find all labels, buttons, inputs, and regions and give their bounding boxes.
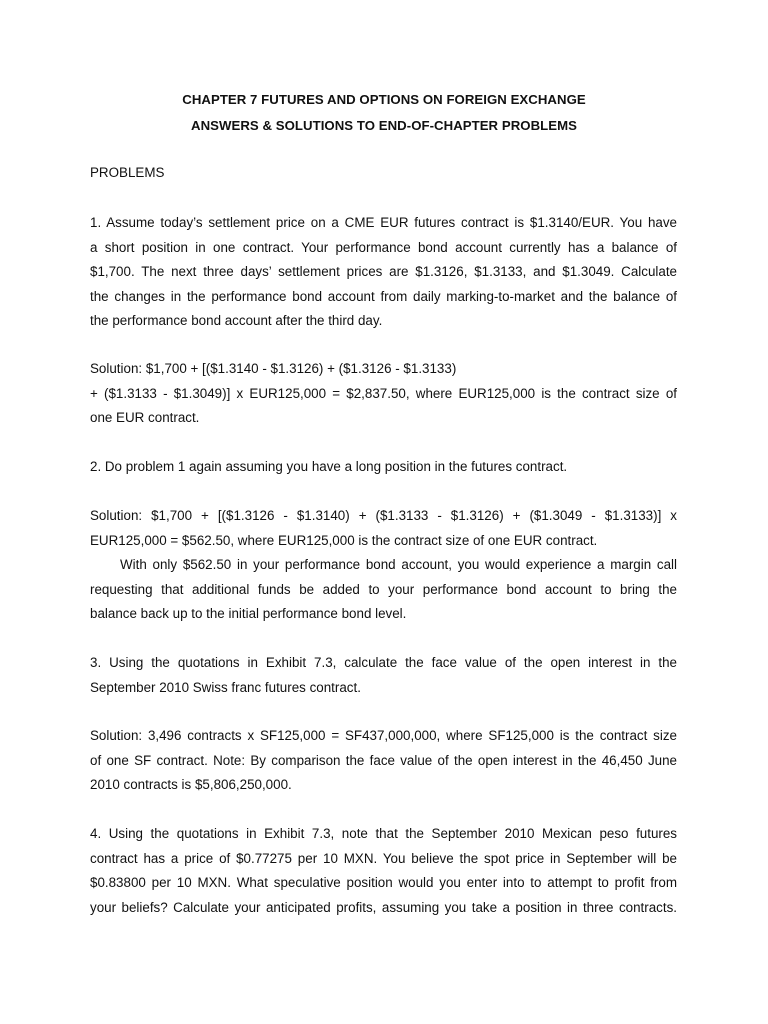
- solution-2-line: requesting that additional funds be added to your performance bond account to bring the: [90, 581, 677, 597]
- problem-3-line: September 2010 Swiss franc futures contract.: [90, 679, 361, 695]
- solution-2-line: balance back up to the initial performance bond level.: [90, 606, 407, 621]
- solution-2-line: EUR125,000 = $562.50, where EUR125,000 is the contract size of one EUR contract.: [90, 532, 598, 548]
- problem-1-line: 1. Assume today’s settlement price on a CME EUR futures contract is $1.3140/EUR. You have: [90, 215, 677, 230]
- problem-1-line: the performance bond account after the third day.: [90, 313, 383, 328]
- problem-1: [90, 211, 677, 334]
- section-heading: PROBLEMS: [90, 165, 165, 180]
- problem-1-line: the changes in the performance bond account from daily marking-to-market and the balance of: [90, 288, 677, 304]
- solution-2-line: Solution: $1,700 + [($1.3126 - $1.3140) + ($1.3133 - $1.3126) + ($1.3049 - $1.3133)] x: [90, 508, 677, 523]
- solution-1: [90, 357, 677, 431]
- solution-3: [90, 724, 677, 798]
- chapter-title: CHAPTER 7 FUTURES AND OPTIONS ON FOREIGN EXCHANGE: [182, 92, 586, 107]
- problem-3: [90, 651, 677, 700]
- problem-1-line: $1,700. The next three days’ settlement prices are $1.3126, $1.3133, and $1.3049. Calculate: [90, 264, 677, 279]
- problem-1-line: a short position in one contract. Your performance bond account currently has a balance of: [90, 239, 677, 255]
- solution-1-line: one EUR contract.: [90, 410, 200, 425]
- solution-3-line: of one SF contract. Note: By comparison the face value of the open interest in the 46,450 June: [90, 752, 677, 768]
- solution-3-line: Solution: 3,496 contracts x SF125,000 = SF437,000,000, where SF125,000 is the contract size: [90, 728, 677, 743]
- solution-1-line: + ($1.3133 - $1.3049)] x EUR125,000 = $2,837.50, where EUR125,000 is the contract size of: [90, 385, 677, 401]
- problem-2-line: 2. Do problem 1 again assuming you have a long position in the futures contract.: [90, 459, 568, 474]
- problem-4-line: your beliefs? Calculate your anticipated profits, assuming you take a position in three contracts.: [90, 899, 677, 915]
- solution-2: [90, 504, 677, 627]
- solution-2-line: With only $562.50 in your performance bond account, you would experience a margin call: [120, 557, 677, 572]
- problem-3-line: 3. Using the quotations in Exhibit 7.3, calculate the face value of the open interest in the: [90, 655, 677, 670]
- problem-2: [90, 455, 677, 480]
- chapter-subtitle: ANSWERS & SOLUTIONS TO END-OF-CHAPTER PROBLEMS: [191, 118, 577, 133]
- solution-1-line: Solution: $1,700 + [($1.3140 - $1.3126) + ($1.3126 - $1.3133): [90, 361, 457, 376]
- solution-3-line: 2010 contracts is $5,806,250,000.: [90, 777, 292, 792]
- problem-4: [90, 822, 677, 920]
- problem-4-line: contract has a price of $0.77275 per 10 MXN. You believe the spot price in September will be: [90, 850, 677, 866]
- problem-4-line: $0.83800 per 10 MXN. What speculative position would you enter into to attempt to profit from: [90, 875, 677, 890]
- problem-4-line: 4. Using the quotations in Exhibit 7.3, note that the September 2010 Mexican peso futures: [90, 826, 677, 841]
